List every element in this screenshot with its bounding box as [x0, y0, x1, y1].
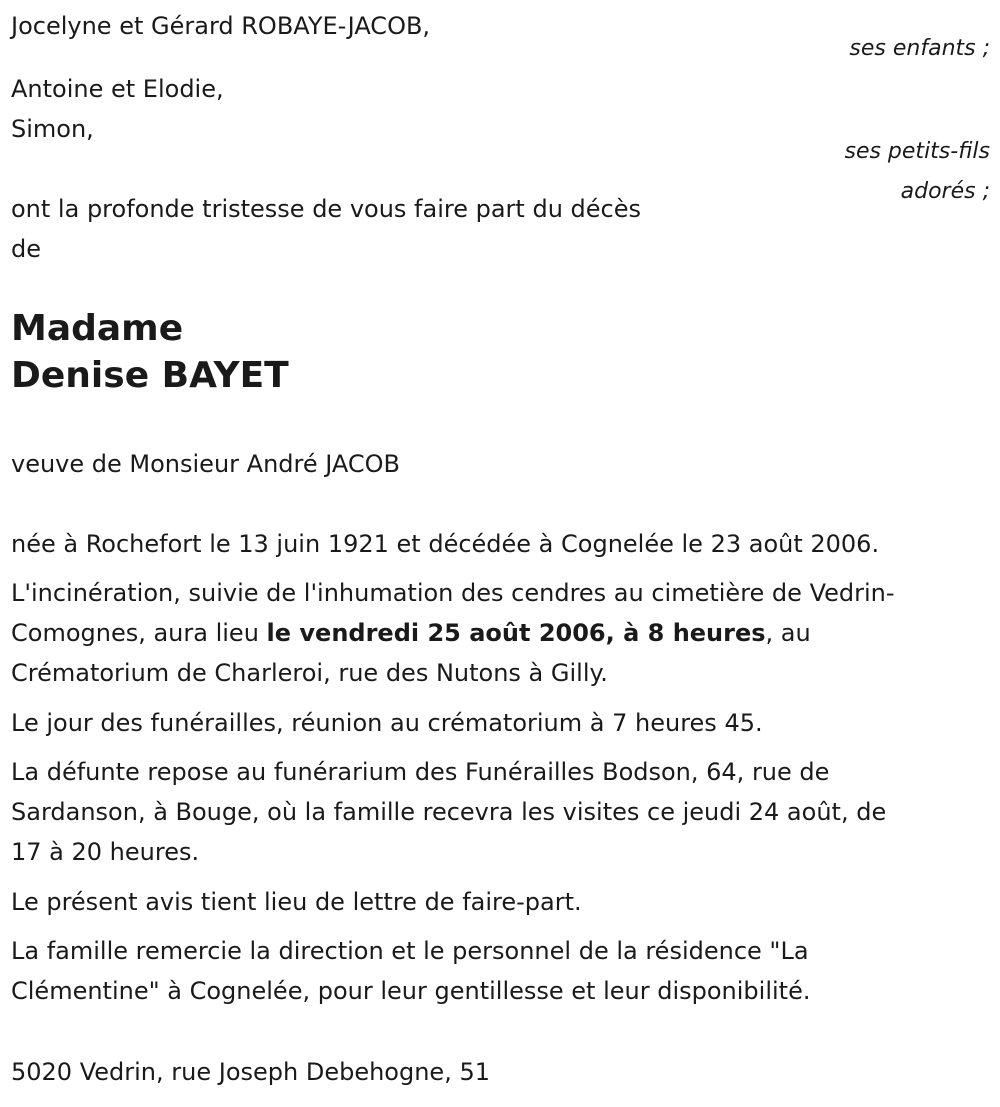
grandchildren-names-line2: Simon, [11, 115, 94, 143]
cremation-date-time: le vendredi 25 août 2006, à 8 heures [266, 619, 766, 647]
address: 5020 Vedrin, rue Joseph Debehogne, 51 [11, 1058, 490, 1086]
widow-of: veuve de Monsieur André JACOB [11, 450, 401, 478]
cremation-line2-pre: Comognes, aura lieu [11, 619, 267, 647]
children-role: ses enfants ; [849, 36, 990, 61]
birth-death: née à Rochefort le 13 juin 1921 et décédée à Cognelée le 23 août 2006. [11, 530, 880, 558]
rest-line3: 17 à 20 heures. [11, 838, 200, 866]
announcement-line1: ont la profonde tristesse de vous faire part du décès [11, 195, 641, 223]
cremation-line2-post: , au [765, 619, 811, 647]
cremation-line3: Crématorium de Charleroi, rue des Nutons à Gilly. [11, 659, 608, 687]
deceased-name: Denise BAYET [11, 355, 289, 396]
thanks-line2: Clémentine" à Cognelée, pour leur gentillesse et leur disponibilité. [11, 977, 811, 1005]
cremation-line1: L'incinération, suivie de l'inhumation des cendres au cimetière de Vedrin- [11, 579, 895, 607]
meeting: Le jour des funérailles, réunion au crématorium à 7 heures 45. [11, 709, 763, 737]
grandchildren-role-line2: adorés ; [900, 179, 990, 204]
rest-line1: La défunte repose au funérarium des Funérailles Bodson, 64, rue de [11, 758, 830, 786]
thanks-line1: La famille remercie la direction et le personnel de la résidence "La [11, 937, 809, 965]
cremation-line2 [11, 613, 811, 653]
deceased-title: Madame [11, 308, 184, 349]
children-names: Jocelyne et Gérard ROBAYE-JACOB, [11, 12, 431, 40]
rest-line2: Sardanson, à Bouge, où la famille recevra les visites ce jeudi 24 août, de [11, 798, 887, 826]
notice: Le présent avis tient lieu de lettre de faire-part. [11, 888, 582, 916]
announcement-line2: de [11, 235, 41, 263]
grandchildren-role-line1: ses petits-fils [844, 139, 990, 164]
grandchildren-names-line1: Antoine et Elodie, [11, 75, 224, 103]
